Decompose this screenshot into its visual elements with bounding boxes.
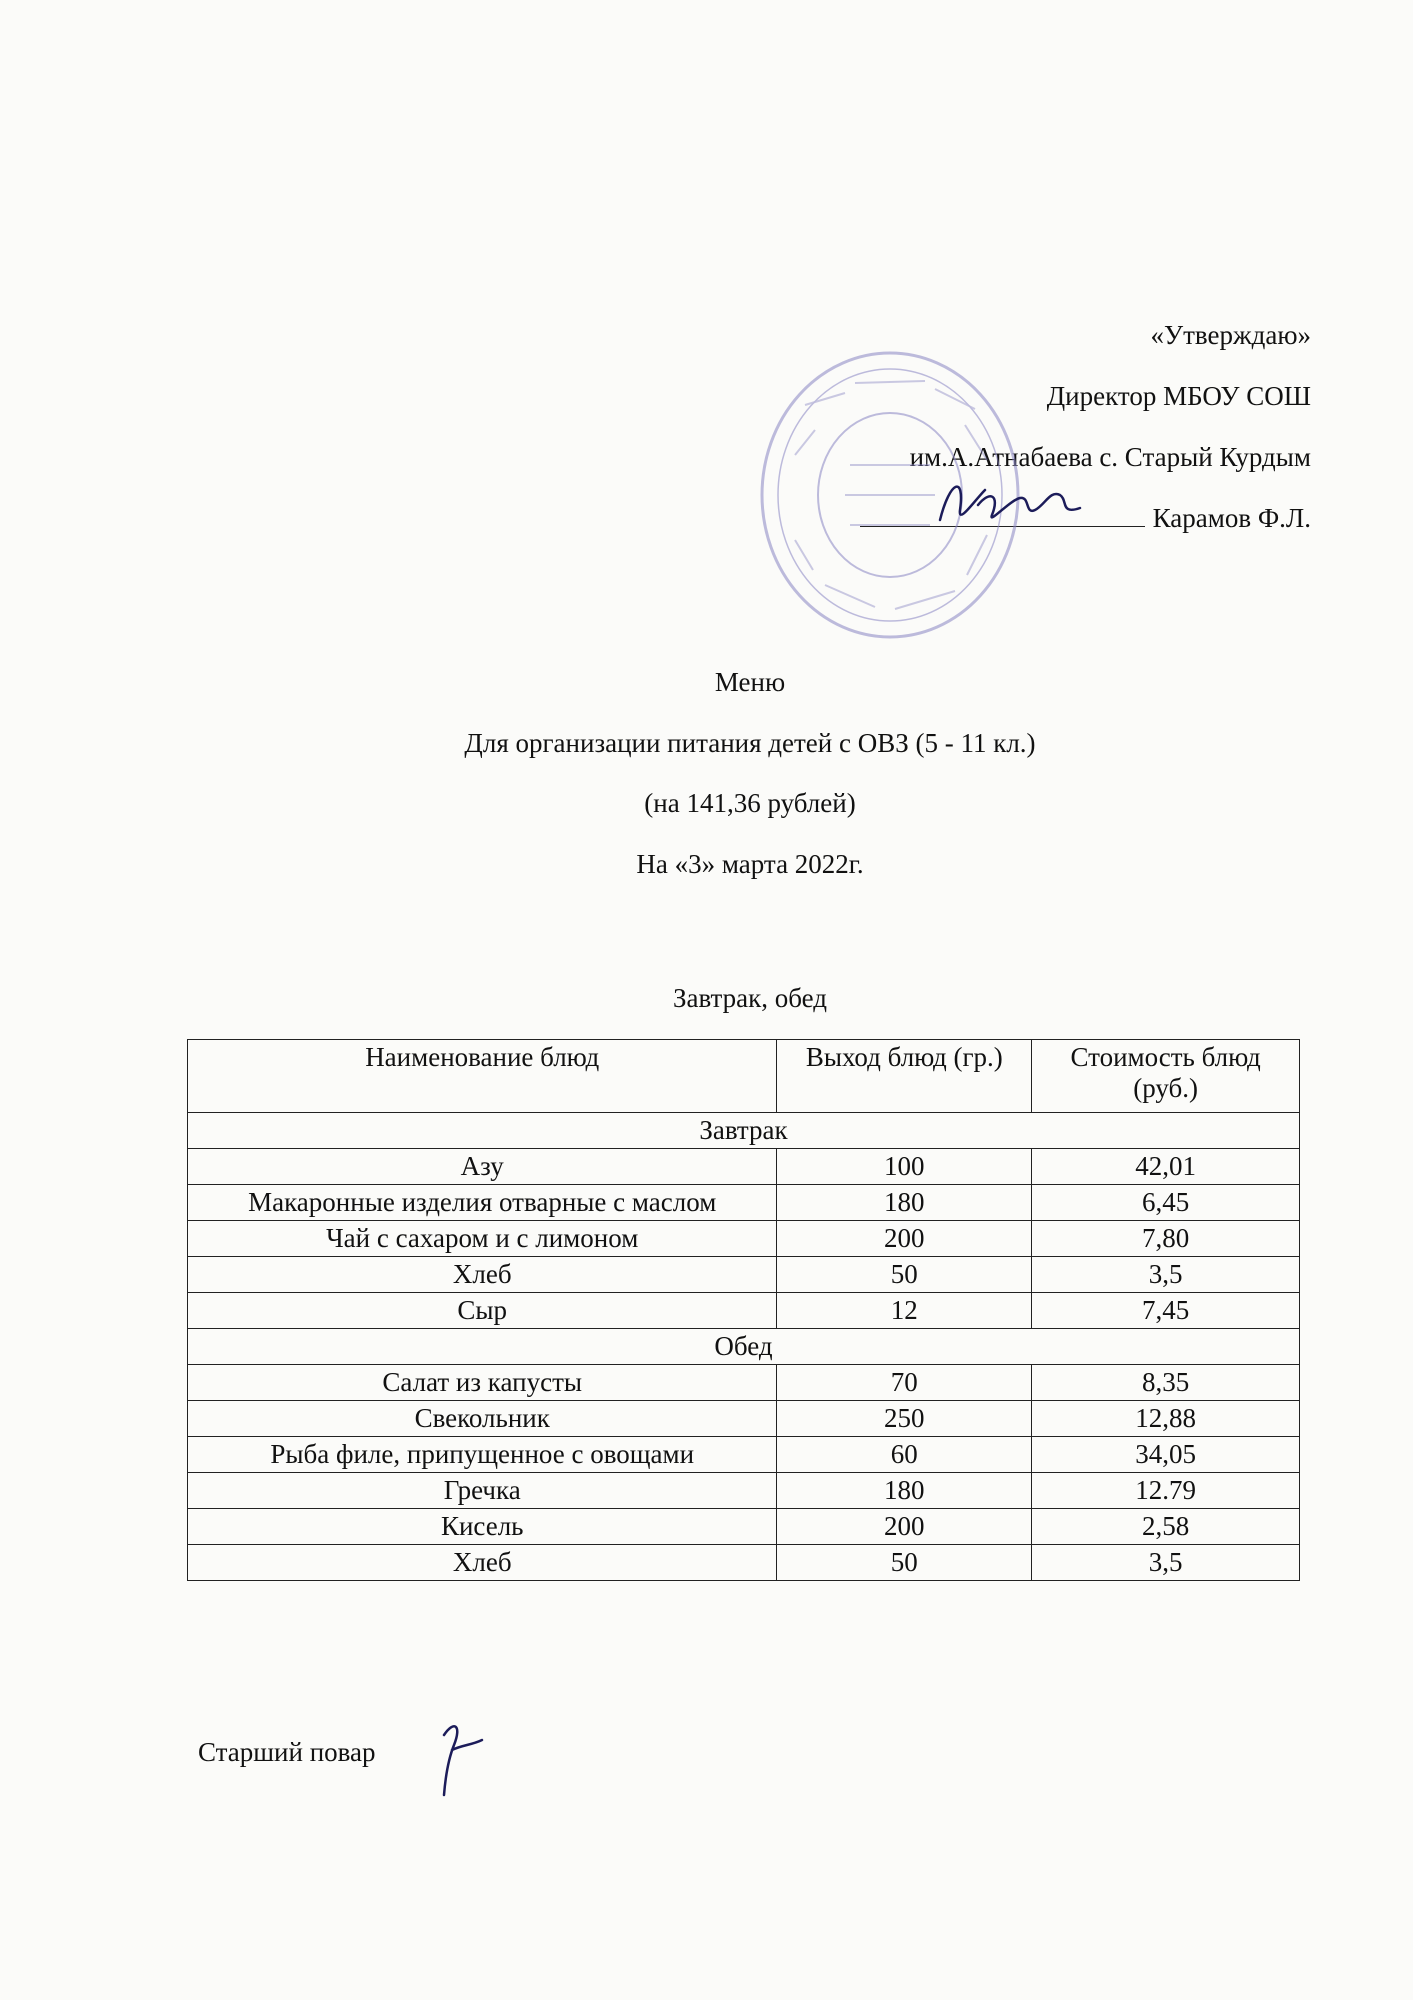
dish-name: Салат из капусты	[188, 1365, 777, 1401]
dish-cost: 34,05	[1032, 1437, 1300, 1473]
dish-name: Макаронные изделия отварные с маслом	[188, 1185, 777, 1221]
dish-weight: 180	[777, 1473, 1032, 1509]
dish-weight: 12	[777, 1293, 1032, 1329]
dish-cost: 3,5	[1032, 1545, 1300, 1581]
approval-position: Директор МБОУ СОШ	[1046, 381, 1311, 411]
table-row	[188, 1437, 1300, 1473]
table-header-row	[188, 1040, 1300, 1113]
table-row	[188, 1473, 1300, 1509]
dish-name: Свекольник	[188, 1401, 777, 1437]
dish-weight: 200	[777, 1221, 1032, 1257]
dish-cost: 7,45	[1032, 1293, 1300, 1329]
dish-weight: 250	[777, 1401, 1032, 1437]
dish-weight: 60	[777, 1437, 1032, 1473]
dish-cost: 42,01	[1032, 1149, 1300, 1185]
dish-weight: 180	[777, 1185, 1032, 1221]
dish-name: Кисель	[188, 1509, 777, 1545]
table-row	[188, 1293, 1300, 1329]
dish-cost: 2,58	[1032, 1509, 1300, 1545]
approval-signatory: Карамов Ф.Л.	[1152, 503, 1311, 533]
dish-weight: 100	[777, 1149, 1032, 1185]
menu-table	[187, 1039, 1300, 1581]
table-row	[188, 1365, 1300, 1401]
dish-name: Хлеб	[188, 1257, 777, 1293]
dish-weight: 50	[777, 1257, 1032, 1293]
header-dish: Наименование блюд	[188, 1040, 777, 1113]
table-row	[188, 1221, 1300, 1257]
dish-cost: 8,35	[1032, 1365, 1300, 1401]
header-cost: Стоимость блюд (руб.)	[1032, 1040, 1300, 1113]
footer-role: Старший повар	[198, 1737, 376, 1767]
director-signature-icon	[930, 470, 1090, 540]
dish-cost: 12,88	[1032, 1401, 1300, 1437]
dish-name: Гречка	[188, 1473, 777, 1509]
table-row	[188, 1257, 1300, 1293]
table-row	[188, 1509, 1300, 1545]
section-row-lunch	[188, 1329, 1300, 1365]
menu-subtitle: Для организации питания детей с ОВЗ (5 - 11 кл.)	[464, 728, 1036, 758]
table-row	[188, 1185, 1300, 1221]
table-row	[188, 1401, 1300, 1437]
section-title: Обед	[188, 1329, 1300, 1365]
cook-signature-icon	[432, 1715, 502, 1805]
table-row	[188, 1545, 1300, 1581]
section-title: Завтрак	[188, 1113, 1300, 1149]
dish-name: Хлеб	[188, 1545, 777, 1581]
dish-cost: 12.79	[1032, 1473, 1300, 1509]
menu-date: На «3» марта 2022г.	[636, 849, 864, 879]
dish-name: Сыр	[188, 1293, 777, 1329]
header-weight: Выход блюд (гр.)	[777, 1040, 1032, 1113]
approval-organization: им.А.Атнабаева с. Старый Курдым	[909, 442, 1311, 472]
dish-weight: 50	[777, 1545, 1032, 1581]
dish-name: Чай с сахаром и с лимоном	[188, 1221, 777, 1257]
table-row	[188, 1149, 1300, 1185]
dish-cost: 3,5	[1032, 1257, 1300, 1293]
menu-budget: (на 141,36 рублей)	[644, 788, 856, 818]
menu-title: Меню	[714, 667, 786, 697]
dish-weight: 200	[777, 1509, 1032, 1545]
approval-heading: «Утверждаю»	[1150, 320, 1311, 350]
dish-cost: 7,80	[1032, 1221, 1300, 1257]
dish-name: Азу	[188, 1149, 777, 1185]
dish-weight: 70	[777, 1365, 1032, 1401]
meal-caption: Завтрак, обед	[672, 983, 828, 1013]
dish-cost: 6,45	[1032, 1185, 1300, 1221]
dish-name: Рыба филе, припущенное с овощами	[188, 1437, 777, 1473]
section-row-breakfast	[188, 1113, 1300, 1149]
